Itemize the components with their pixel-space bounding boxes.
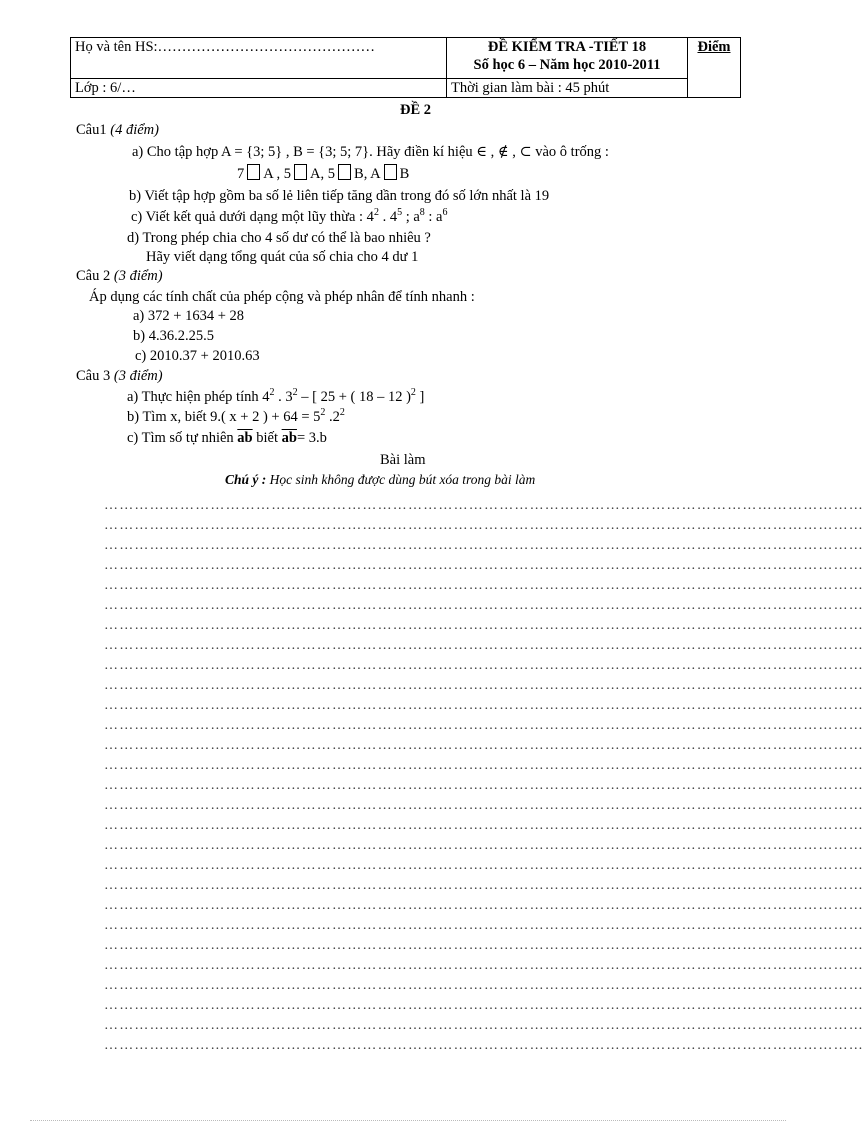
time-cell xyxy=(447,79,688,98)
answer-line[interactable]: …………………………………………………………………………………………………………………………………… xyxy=(104,958,864,973)
q1-c-text: c) Viết kết quả dưới dạng một lũy thừa : 4 xyxy=(131,209,374,225)
q3-part-a xyxy=(127,388,424,406)
answer-box[interactable] xyxy=(384,164,397,180)
q1-part-c xyxy=(131,208,448,226)
answer-line[interactable]: …………………………………………………………………………………………………………………………………… xyxy=(104,898,864,913)
q1-part-a: a) Cho tập hợp A = {3; 5} , B = {3; 5; 7}. Hãy điền kí hiệu ∈ , ∉ , ⊂ vào ô trống : xyxy=(132,144,609,160)
q3-b-text: b) Tìm x, biết 9.( x + 2 ) + 64 = 5 xyxy=(127,409,321,425)
q3-c-text: biết xyxy=(256,430,278,446)
q1-part-a-fill xyxy=(237,164,409,183)
answer-line[interactable]: …………………………………………………………………………………………………………………………………… xyxy=(104,558,864,573)
q2-points: (3 điểm) xyxy=(113,268,163,284)
answer-line[interactable]: …………………………………………………………………………………………………………………………………… xyxy=(104,778,864,793)
answer-box[interactable] xyxy=(247,164,260,180)
answer-line[interactable]: …………………………………………………………………………………………………………………………………… xyxy=(104,998,864,1013)
fill-text: B xyxy=(399,166,410,182)
exponent: 2 xyxy=(410,387,416,399)
q3-title: Câu 3 xyxy=(76,368,111,384)
fill-text: A , 5 xyxy=(263,166,292,182)
q3-heading xyxy=(76,367,163,385)
page-bottom-edge xyxy=(30,1120,786,1121)
exponent: 6 xyxy=(442,207,448,219)
student-name-cell xyxy=(71,38,447,79)
q1-part-b: b) Viết tập hợp gồm ba số lẻ liên tiếp tăng dần trong đó số lớn nhất là 19 xyxy=(129,188,550,204)
class-cell xyxy=(71,79,447,98)
q3-c-text: c) Tìm số tự nhiên xyxy=(127,430,234,446)
q3-a-text: . 3 xyxy=(274,389,293,405)
note xyxy=(225,471,535,489)
note-label: Chú ý : xyxy=(225,472,267,487)
answer-line[interactable]: …………………………………………………………………………………………………………………………………… xyxy=(104,758,864,773)
answer-line[interactable]: …………………………………………………………………………………………………………………………………… xyxy=(104,538,864,553)
class-label: Lớp : 6/… xyxy=(75,80,136,96)
q3-a-text: ] xyxy=(415,389,425,405)
exam-title-cell xyxy=(447,38,688,79)
q1-c-text: : a xyxy=(424,209,443,225)
exponent: 2 xyxy=(373,207,379,219)
answer-line[interactable]: …………………………………………………………………………………………………………………………………… xyxy=(104,498,864,513)
q2-part-a: a) 372 + 1634 + 28 xyxy=(133,308,244,324)
exponent: 2 xyxy=(339,407,345,419)
q3-c-text: = 3.b xyxy=(296,430,327,446)
exam-title: ĐỀ KIỂM TRA -TIẾT 18 xyxy=(487,39,647,55)
answer-line[interactable]: …………………………………………………………………………………………………………………………………… xyxy=(104,1038,864,1053)
answer-line[interactable]: …………………………………………………………………………………………………………………………………… xyxy=(104,738,864,753)
fill-text: B, A xyxy=(354,166,381,182)
answer-box[interactable] xyxy=(338,164,351,180)
score-label: Điểm xyxy=(697,39,731,55)
exponent: 2 xyxy=(269,387,275,399)
answer-line[interactable]: …………………………………………………………………………………………………………………………………… xyxy=(104,878,864,893)
q3-a-text: – [ 25 + ( 18 – 12 ) xyxy=(297,389,411,405)
answer-line[interactable]: …………………………………………………………………………………………………………………………………… xyxy=(104,698,864,713)
q1-title: Câu1 xyxy=(76,122,107,138)
answer-line[interactable]: …………………………………………………………………………………………………………………………………… xyxy=(104,718,864,733)
q2-part-c: c) 2010.37 + 2010.63 xyxy=(135,348,260,364)
header-table xyxy=(70,37,741,98)
answer-line[interactable]: …………………………………………………………………………………………………………………………………… xyxy=(104,638,864,653)
answer-line[interactable]: …………………………………………………………………………………………………………………………………… xyxy=(104,818,864,833)
exam-code: ĐỀ 2 xyxy=(400,102,432,118)
answer-line[interactable]: …………………………………………………………………………………………………………………………………… xyxy=(104,518,864,533)
answer-line[interactable]: …………………………………………………………………………………………………………………………………… xyxy=(104,618,864,633)
answer-line[interactable]: …………………………………………………………………………………………………………………………………… xyxy=(104,978,864,993)
answer-line[interactable]: …………………………………………………………………………………………………………………………………… xyxy=(104,918,864,933)
q1-c-text: ; a xyxy=(402,209,420,225)
answer-line[interactable]: …………………………………………………………………………………………………………………………………… xyxy=(104,578,864,593)
q3-part-c xyxy=(127,429,327,447)
answer-line[interactable]: …………………………………………………………………………………………………………………………………… xyxy=(104,678,864,693)
q3-part-b xyxy=(127,408,345,426)
answer-line[interactable]: …………………………………………………………………………………………………………………………………… xyxy=(104,658,864,673)
q3-b-text: .2 xyxy=(325,409,340,425)
answer-line[interactable]: …………………………………………………………………………………………………………………………………… xyxy=(104,838,864,853)
q3-points: (3 điểm) xyxy=(113,368,163,384)
note-text: Học sinh không được dùng bút xóa trong bài làm xyxy=(269,472,536,487)
fill-text: 7 xyxy=(237,166,245,182)
fill-text: A, 5 xyxy=(310,166,336,182)
answer-line[interactable]: …………………………………………………………………………………………………………………………………… xyxy=(104,938,864,953)
exponent: 2 xyxy=(292,387,298,399)
q1-points: (4 điểm) xyxy=(110,122,159,138)
q1-heading xyxy=(76,121,159,139)
q2-heading xyxy=(76,267,163,285)
q2-title: Câu 2 xyxy=(76,268,111,284)
q1-part-d2: Hãy viết dạng tổng quát của số chia cho 4 dư 1 xyxy=(146,249,419,265)
score-cell xyxy=(688,38,741,98)
answer-line[interactable]: …………………………………………………………………………………………………………………………………… xyxy=(104,798,864,813)
answer-line[interactable]: …………………………………………………………………………………………………………………………………… xyxy=(104,858,864,873)
q1-part-d: d) Trong phép chia cho 4 số dư có thể là bao nhiêu ? xyxy=(127,230,431,246)
answer-box[interactable] xyxy=(294,164,307,180)
answer-line[interactable]: …………………………………………………………………………………………………………………………………… xyxy=(104,1018,864,1033)
student-name-label: Họ và tên HS:……………………………………… xyxy=(75,39,376,55)
q3-a-text: a) Thực hiện phép tính 4 xyxy=(127,389,270,405)
exponent: 5 xyxy=(397,207,403,219)
answer-heading: Bài làm xyxy=(380,452,426,468)
q1-c-text: . 4 xyxy=(378,209,398,225)
time-label: Thời gian làm bài : 45 phút xyxy=(451,80,610,96)
overlined-number: $\overline{ab}$ xyxy=(281,430,297,446)
exponent: 8 xyxy=(419,207,425,219)
q2-intro: Áp dụng các tính chất của phép cộng và phép nhân để tính nhanh : xyxy=(89,289,475,305)
answer-line[interactable]: …………………………………………………………………………………………………………………………………… xyxy=(104,598,864,613)
overlined-number: $\overline{ab}$ xyxy=(237,430,253,446)
exam-subject: Số học 6 – Năm học 2010-2011 xyxy=(473,57,661,73)
exponent: 2 xyxy=(320,407,326,419)
q2-part-b: b) 4.36.2.25.5 xyxy=(133,328,214,344)
